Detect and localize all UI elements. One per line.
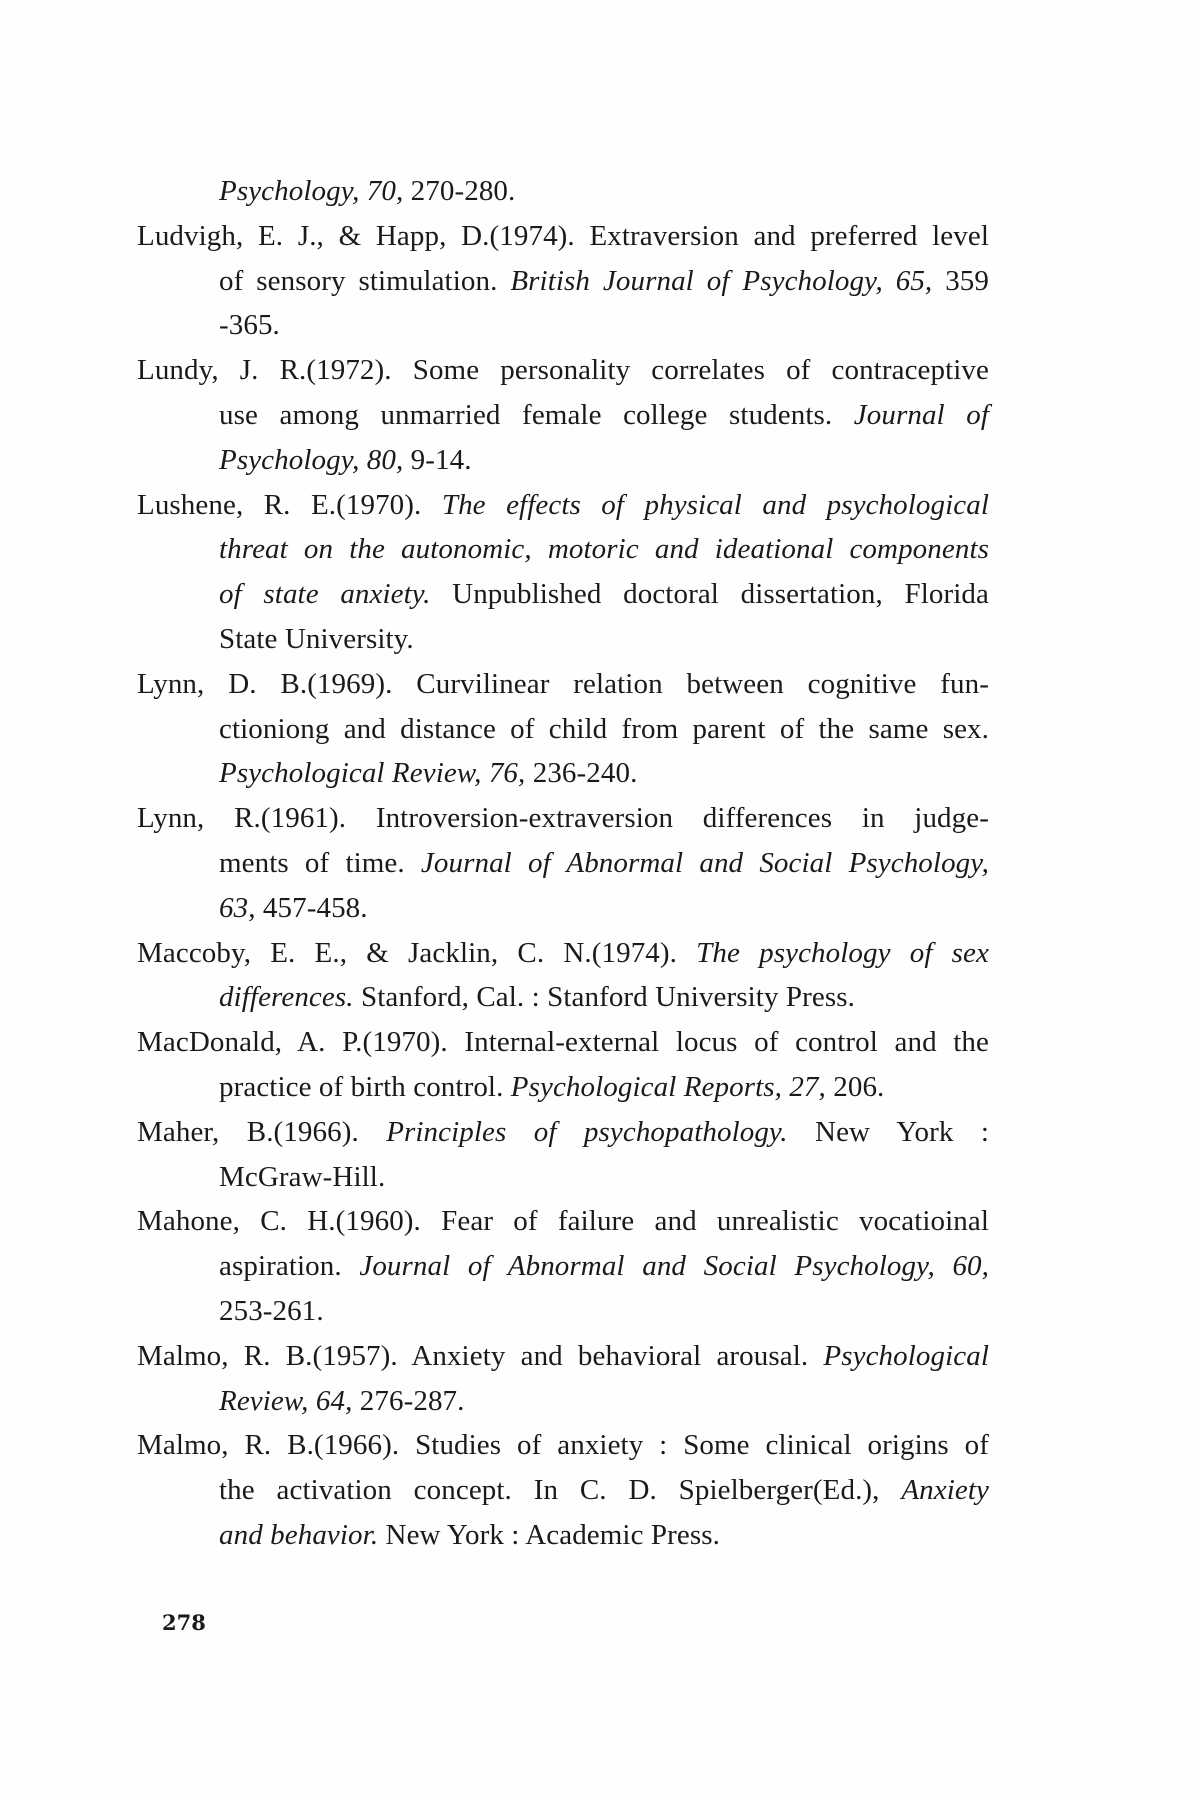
text: 9-14. (403, 443, 472, 476)
reference-entry-line (137, 796, 989, 841)
italic-text: Psychology, 80, (219, 443, 404, 476)
italic-text: The effects of physical and psychological (441, 488, 989, 521)
text: 457-458. (255, 891, 368, 924)
reference-continuation-line (219, 751, 989, 796)
text: Lundy, J. R.(1972). Some personality correlates of contraceptive (137, 354, 989, 387)
text: Unpublished doctoral dissertation, Florida (430, 578, 989, 611)
text: Malmo, R. B.(1957). Anxiety and behavioral arousal. (137, 1339, 824, 1372)
reference-entry-line (137, 1020, 989, 1065)
text: Maccoby, E. E., & Jacklin, C. N.(1974). (137, 936, 697, 969)
italic-text: Psychology, 70, (219, 175, 404, 207)
italic-text: differences. (219, 981, 354, 1014)
italic-text: Anxiety (901, 1474, 989, 1507)
text: 359 (932, 264, 989, 297)
reference-continuation-line (219, 1379, 989, 1424)
text: practice of birth control. (219, 1070, 511, 1103)
page-number: 278 (162, 1610, 206, 1635)
reference-continuation-line (219, 1468, 989, 1513)
text: 236-240. (525, 757, 638, 790)
reference-continuation-line (219, 527, 989, 572)
text: the activation concept. In C. D. Spielberger(Ed.), (219, 1474, 902, 1507)
reference-continuation-line (219, 1065, 989, 1110)
text: 253-261. (219, 1294, 324, 1327)
text: Malmo, R. B.(1966). Studies of anxiety : Some clinical origins of (137, 1429, 989, 1462)
reference-continuation-line (219, 886, 989, 931)
text: ctioniong and distance of child from parent of the same sex. (219, 712, 989, 745)
text: of sensory stimulation. (219, 264, 511, 297)
reference-list (137, 169, 989, 1558)
italic-text: Journal of Abnormal and Social Psychology, 60, (359, 1250, 990, 1283)
reference-entry-line (137, 662, 989, 707)
reference-continuation-line (219, 572, 989, 617)
reference-continuation-line (219, 303, 989, 348)
text: State University. (219, 622, 414, 655)
reference-entry-line (137, 348, 989, 393)
text: Mahone, C. H.(1960). Fear of failure and unrealistic vocatioinal (137, 1205, 989, 1238)
text: New York : Academic Press. (378, 1518, 720, 1551)
italic-text: Psychological Review, 76, (219, 757, 526, 790)
reference-continuation-line (219, 393, 989, 438)
reference-entry-line (137, 1110, 989, 1155)
italic-text: Psychological (823, 1339, 989, 1372)
italic-text: Principles of psychopathology. (386, 1115, 788, 1148)
reference-entry-line (137, 1423, 989, 1468)
text: Stanford, Cal. : Stanford University Press. (353, 981, 855, 1014)
reference-continuation-line (219, 259, 989, 304)
text: McGraw-Hill. (219, 1160, 386, 1193)
italic-text: Journal of (853, 398, 989, 431)
reference-continuation-line (219, 617, 989, 662)
text: aspiration. (219, 1250, 360, 1283)
italic-text: of state anxiety. (219, 578, 431, 611)
text: use among unmarried female college students. (219, 398, 854, 431)
text: ments of time. (219, 846, 421, 879)
italic-text: The psychology of sex (696, 936, 989, 969)
text: MacDonald, A. P.(1970). Internal-external locus of control and the (137, 1026, 989, 1059)
text: Lushene, R. E.(1970). (137, 488, 442, 521)
text: Maher, B.(1966). (137, 1115, 387, 1148)
reference-continuation-line (219, 1289, 989, 1334)
italic-text: Psychological Reports, 27, (510, 1070, 826, 1103)
italic-text: British Journal of Psychology, 65, (510, 264, 933, 297)
text: 276-287. (352, 1384, 465, 1417)
text: New York : (787, 1115, 990, 1148)
reference-continuation-line (219, 841, 989, 886)
reference-entry-line (137, 483, 989, 528)
text: 206. (825, 1070, 885, 1103)
text: -365. (219, 309, 280, 342)
italic-text: Journal of Abnormal and Social Psychology, (420, 846, 989, 879)
italic-text: threat on the autonomic, motoric and ideational components (219, 533, 989, 566)
reference-entry-line (137, 1199, 989, 1244)
italic-text: Review, 64, (219, 1384, 353, 1417)
reference-entry-line (137, 214, 989, 259)
reference-continuation-line (219, 1244, 989, 1289)
italic-text: and behavior. (219, 1518, 379, 1551)
italic-text: 63, (219, 891, 256, 924)
text: Lynn, R.(1961). Introversion-extraversion differences in judge- (137, 802, 989, 835)
reference-continuation-line (219, 169, 989, 214)
reference-entry-line (137, 1334, 989, 1379)
reference-continuation-line (219, 438, 989, 483)
reference-continuation-line (219, 975, 989, 1020)
reference-continuation-line (219, 707, 989, 752)
reference-continuation-line (219, 1155, 989, 1200)
text: 270-280. (403, 175, 516, 207)
text: Lynn, D. B.(1969). Curvilinear relation between cognitive fun- (137, 667, 989, 700)
reference-continuation-line (219, 1513, 989, 1558)
reference-entry-line (137, 931, 989, 976)
text: Ludvigh, E. J., & Happ, D.(1974). Extraversion and preferred level (137, 219, 989, 252)
